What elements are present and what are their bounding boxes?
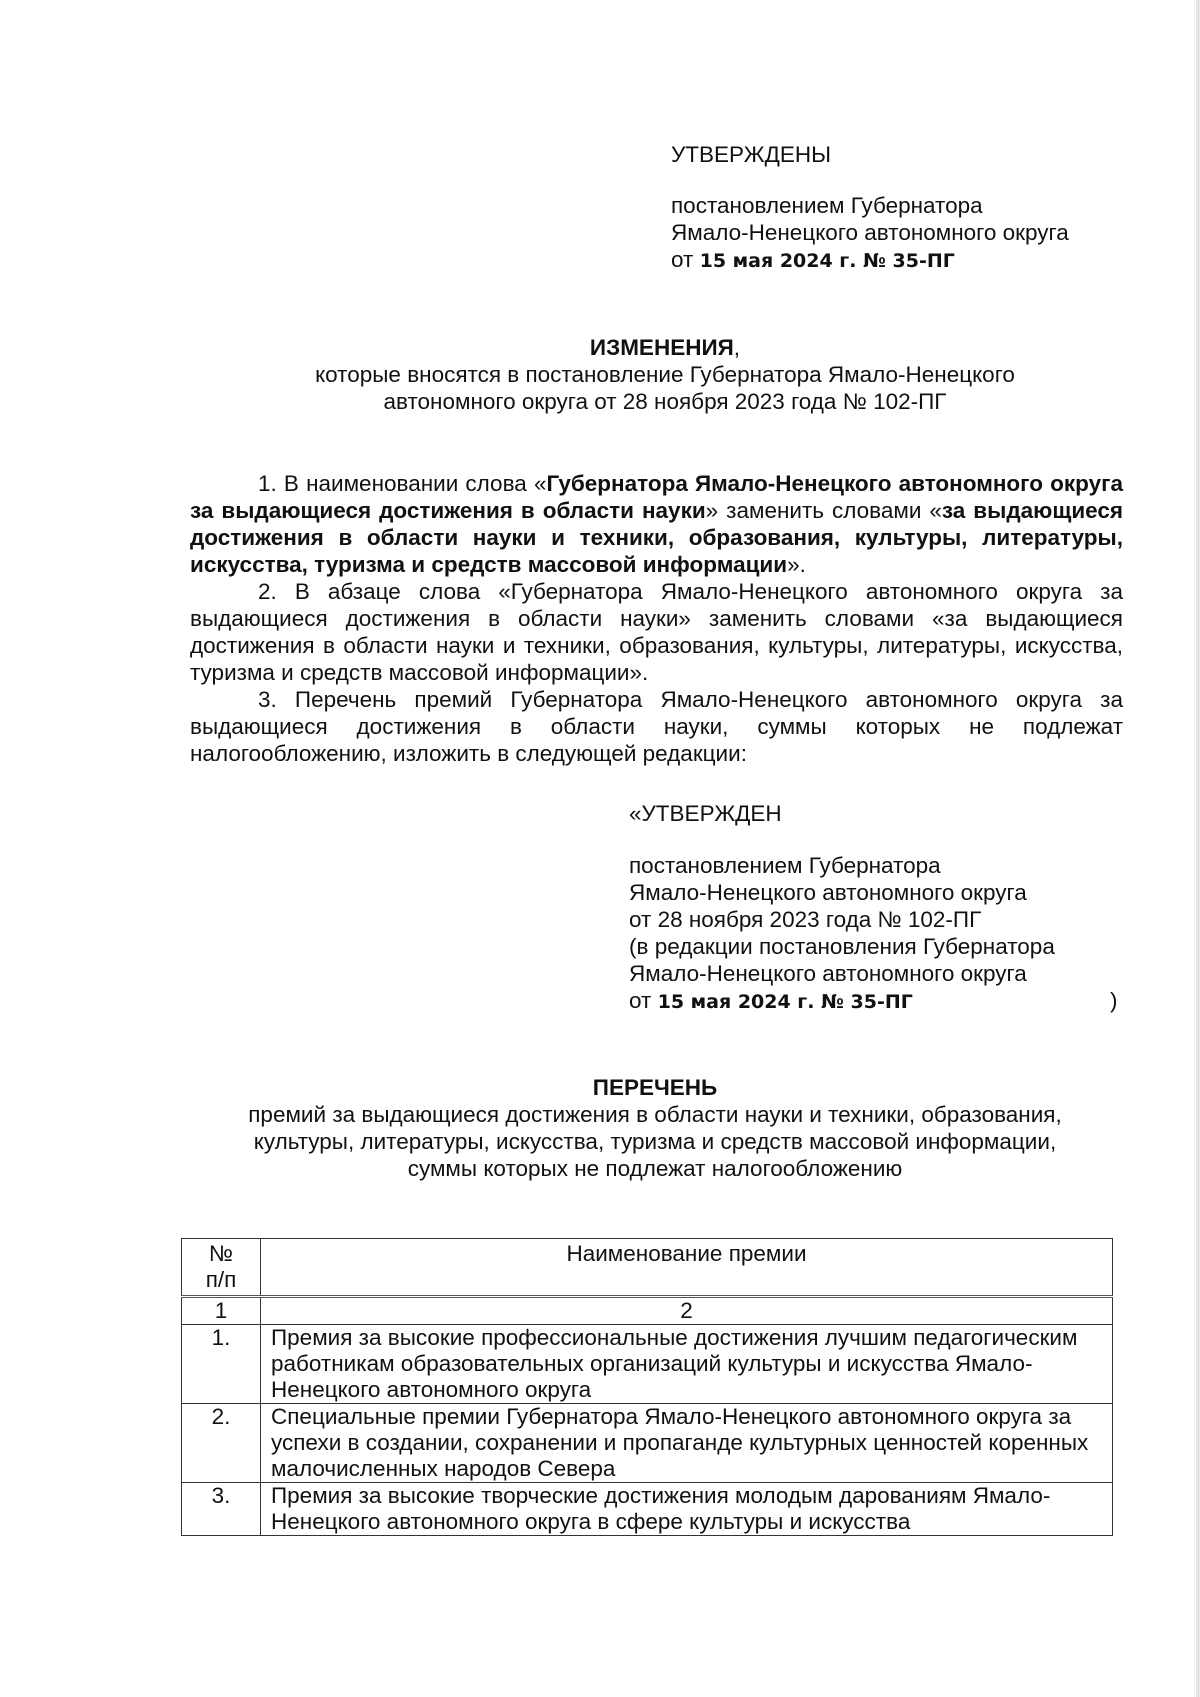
list-subtitle-1: премий за выдающиеся достижения в области науки и техники, образования, [248,1102,1062,1127]
header-num-symbol: № [208,1241,234,1266]
stamp-heading: «УТВЕРЖДЕН [629,801,782,826]
changes-body [190,470,1123,767]
index-cell-1: 1 [182,1297,261,1325]
item-1-text-e: ». [787,552,806,577]
item-1 [190,470,1123,578]
item-1-new-words: за выдающиеся достижения в области науки и техники, образования, культуры, литературы, искусства, туризма и средств массовой информации [190,498,1124,577]
changes-subtitle-1: которые вносятся в постановление Губернатора Ямало-Ненецкого [315,362,1015,387]
row-num: 2. [182,1404,261,1483]
prizes-table [181,1238,1113,1536]
changes-title: ИЗМЕНЕНИЯ [589,335,734,360]
stamp-line-4: (в редакции постановления Губернатора [629,934,1055,959]
stamp-date-prefix: от [629,988,652,1013]
approval-line-1: постановлением Губернатора [671,193,983,218]
approval-line-2: Ямало-Ненецкого автономного округа [671,220,1069,245]
stamp-line-5: Ямало-Ненецкого автономного округа [629,961,1027,986]
item-3: 3. Перечень премий Губернатора Ямало-Ненецкого автономного округа за выдающиеся достижения в области науки, суммы которых не подлежат налогообложению, изложить в следующей редакции: [190,687,1123,766]
row-name: Премия за высокие творческие достижения молодым дарованиям Ямало-Ненецкого автономного округа в сфере культуры и искусства [261,1483,1113,1536]
list-title: ПЕРЕЧЕНЬ [592,1075,718,1100]
header-num-label: п/п [205,1267,237,1292]
table-row [182,1325,1113,1404]
page-edge-shadow [1194,0,1195,1697]
stamp-line-6 [629,987,1129,1016]
header-num-cell [182,1239,261,1297]
row-name: Специальные премии Губернатора Ямало-Ненецкого автономного округа за успехи в создании, сохранении и пропаганде культурных ценностей коренных малочисленных народов Севера [261,1404,1113,1483]
item-1-text-a: 1. В наименовании слова « [258,471,547,496]
row-num: 3. [182,1483,261,1536]
page-edge [1196,0,1200,1697]
list-header [180,1074,1130,1182]
changes-header [190,334,1140,415]
changes-title-line [190,334,1140,361]
item-2: 2. В абзаце слова «Губернатора Ямало-Ненецкого автономного округа за выдающиеся достижения в области науки» заменить словами «за выдающиеся достижения в области науки и техники, образования, культуры, литературы, искусства, туризма и средств массовой информации». [190,579,1123,685]
stamp-block [629,800,1129,1016]
list-subtitle-2: культуры, литературы, искусства, туризма и средств массовой информации, [253,1129,1057,1154]
list-subtitle-3: суммы которых не подлежат налогообложению [407,1156,903,1181]
stamp-close-paren: ) [1110,988,1118,1013]
approval-date-prefix: от [671,247,694,272]
approval-heading: УТВЕРЖДЕНЫ [671,142,831,167]
table-row [182,1483,1113,1536]
approval-block [671,141,1131,275]
stamp-date: 15 мая 2024 г. № 35-ПГ [657,991,913,1013]
row-num: 1. [182,1325,261,1404]
changes-title-suffix: , [733,335,741,360]
header-name-cell: Наименование премии [261,1239,1113,1297]
stamp-line-1: постановлением Губернатора [629,853,941,878]
stamp-line-3: от 28 ноября 2023 года № 102-ПГ [629,907,982,932]
row-name: Премия за высокие профессиональные достижения лучшим педагогическим работникам образовательных организаций культуры и искусства Ямало-Ненецкого автономного округа [261,1325,1113,1404]
approval-date: 15 мая 2024 г. № 35-ПГ [699,250,955,272]
approval-line-3 [671,246,1131,275]
changes-subtitle-2: автономного округа от 28 ноября 2023 года № 102-ПГ [383,389,947,414]
table-index-row [182,1297,1113,1325]
item-1-old-words: Губернатора Ямало-Ненецкого автономного округа за выдающиеся достижения в области науки [190,471,1123,523]
item-1-text-c: » заменить словами « [705,498,942,523]
index-cell-2: 2 [261,1297,1113,1325]
table-header-row [182,1239,1113,1297]
stamp-line-2: Ямало-Ненецкого автономного округа [629,880,1027,905]
table-row [182,1404,1113,1483]
